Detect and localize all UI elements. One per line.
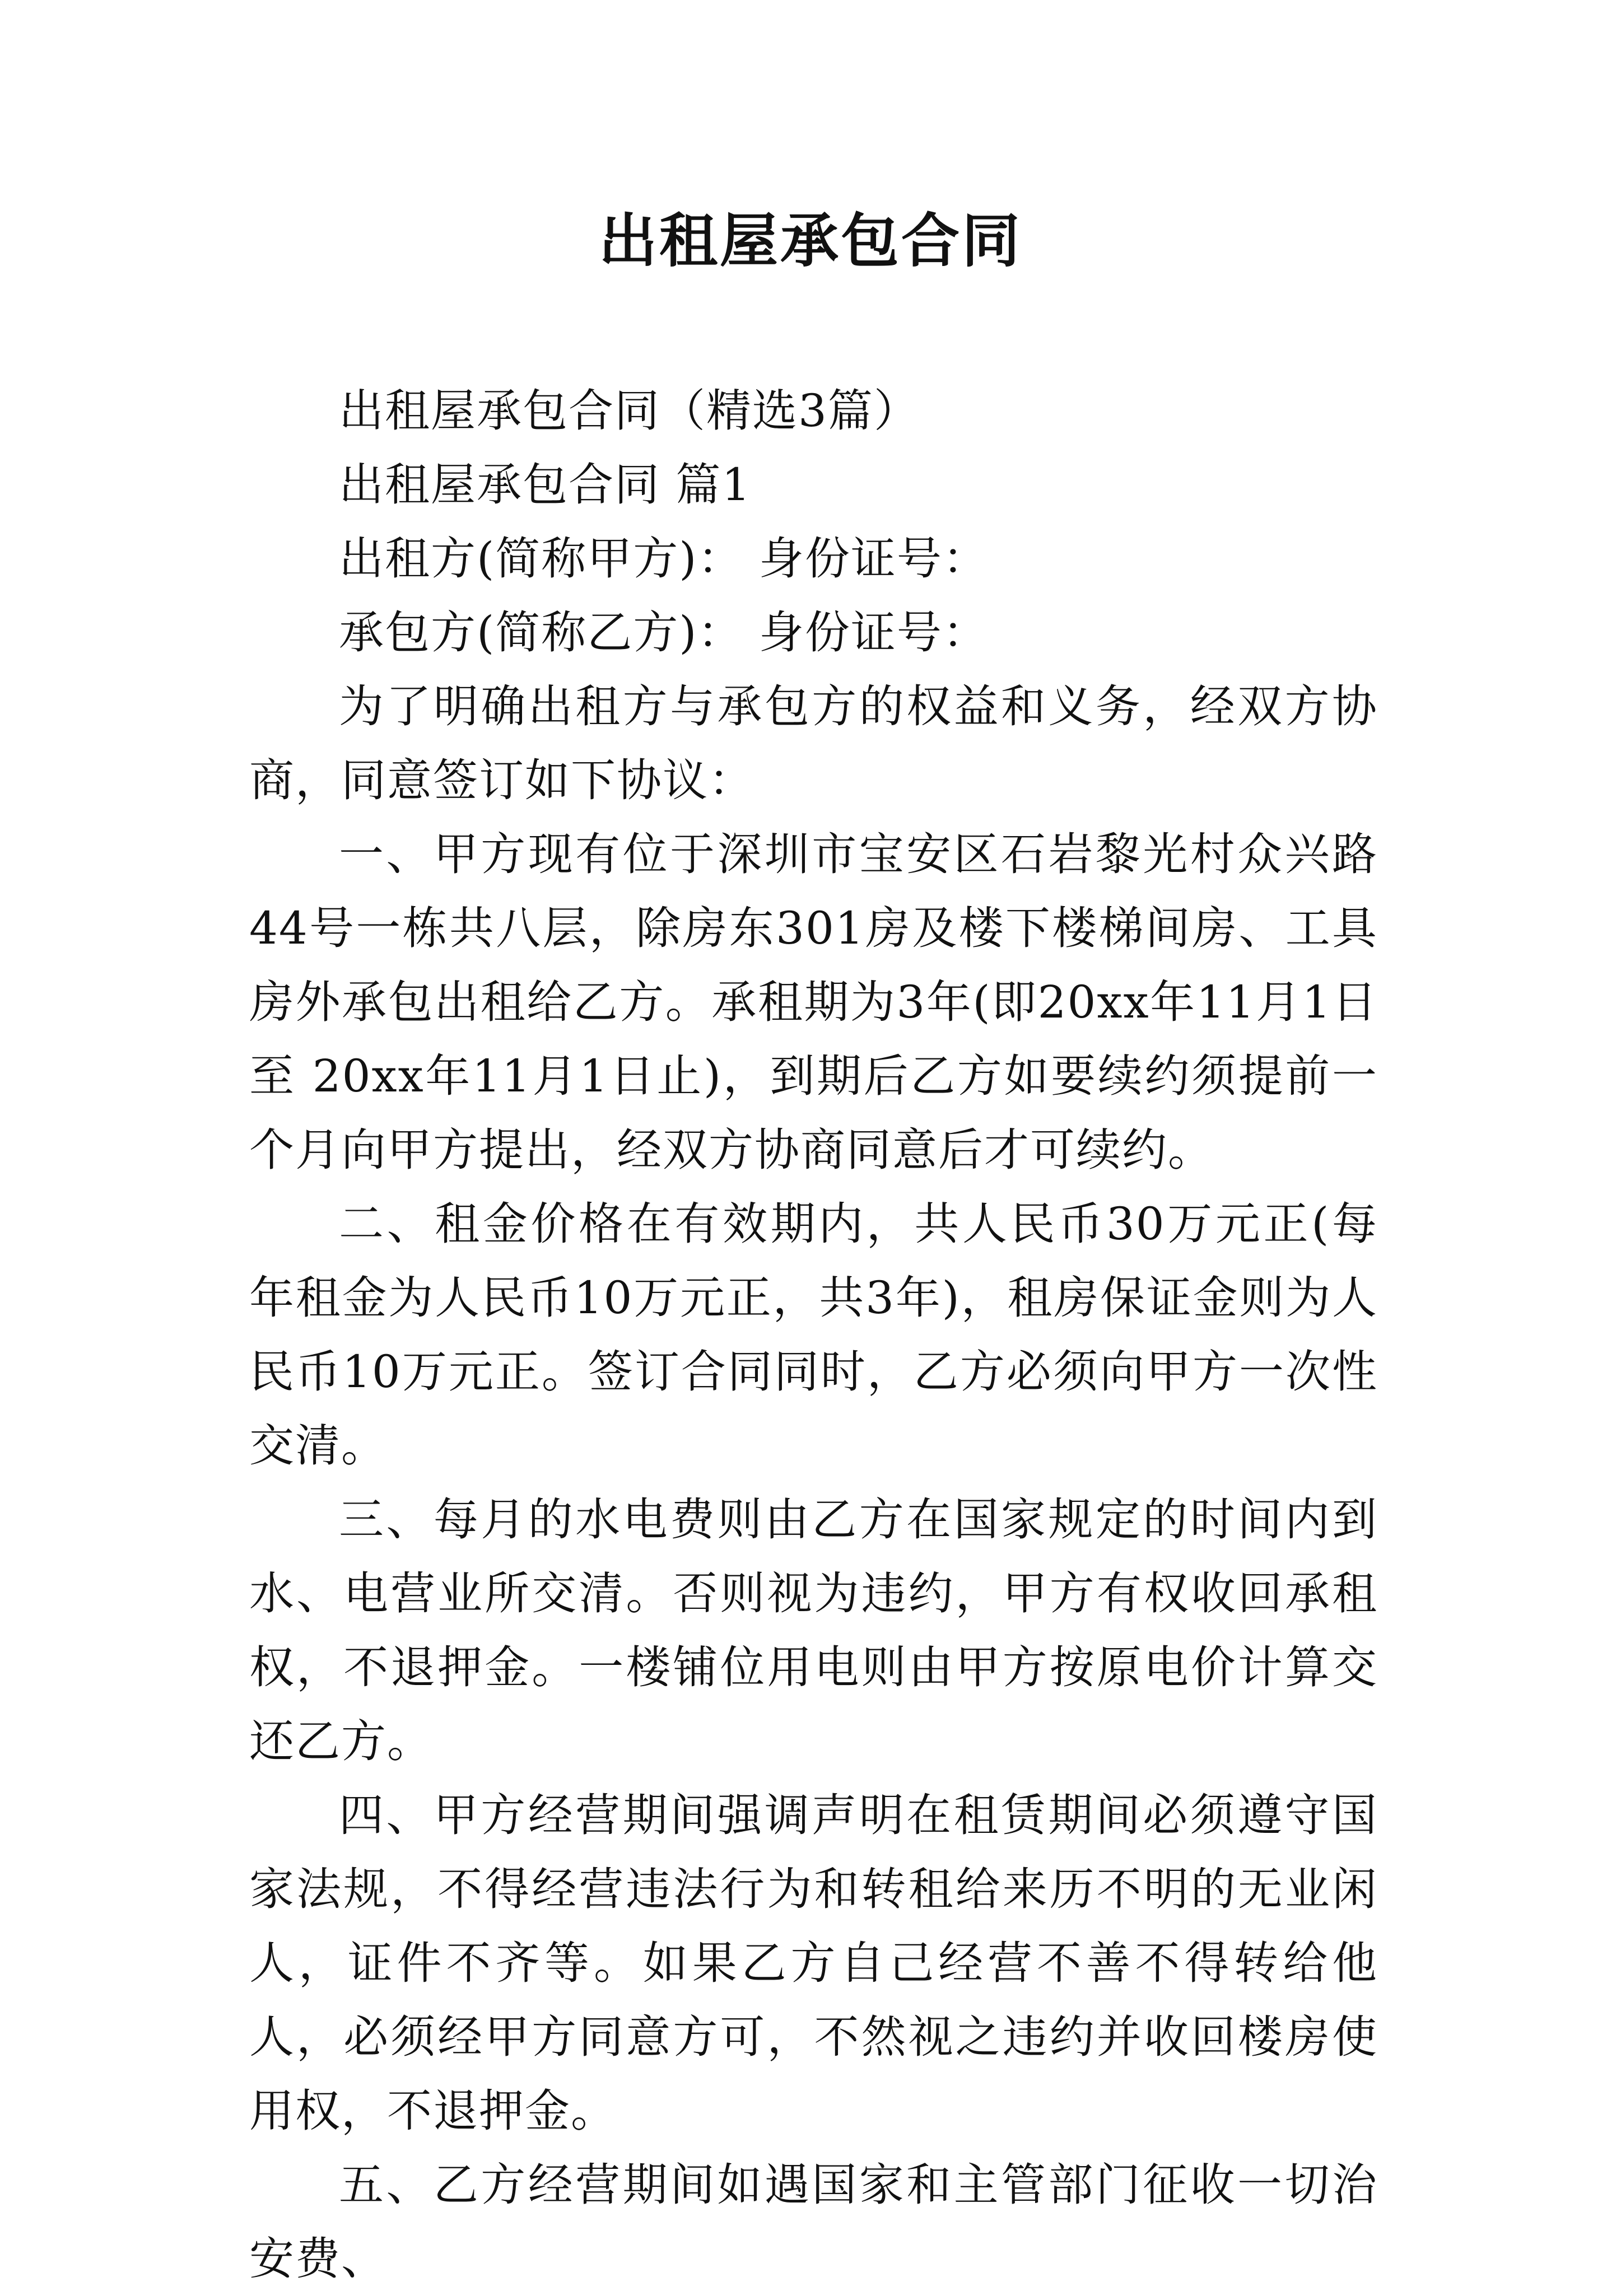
paragraph-clause-5: 五、乙方经营期间如遇国家和主管部门征收一切治安费、 <box>249 2159 1378 2285</box>
document-body <box>249 374 1378 2296</box>
paragraph-preamble: 为了明确出租方与承包方的权益和义务，经双方协商，同意签订如下协议： <box>249 680 1378 806</box>
paragraph-clause-4: 四、甲方经营期间强调声明在租赁期间必须遵守国家法规，不得经营违法行为和转租给来历不明的无业闲人，证件不齐等。如果乙方自己经营不善不得转给他人，必须经甲方同意方可，不然视之违约并收回楼房使用权，不退押金。 <box>249 1789 1378 2137</box>
paragraph-clause-3: 三、每月的水电费则由乙方在国家规定的时间内到水、电营业所交清。否则视为违约，甲方有权收回承租权，不退押金。一楼铺位用电则由甲方按原电价计算交还乙方。 <box>249 1494 1378 1767</box>
paragraph-clause-1: 一、甲方现有位于深圳市宝安区石岩黎光村众兴路44号一栋共八层，除房东301房及楼下楼梯间房、工具房外承包出租给乙方。承租期为3年(即20xx年11月1日至 20xx年11月1日止)，到期后乙方如要续约须提前一个月向甲方提出，经双方协商同意后才可续约。 <box>249 828 1378 1176</box>
paragraph-selection-heading: 出租屋承包合同（精选3篇） <box>339 385 920 437</box>
paragraph-lessor: 出租方(简称甲方)： 身份证号： <box>339 533 989 585</box>
paragraph-clause-2: 二、租金价格在有效期内，共人民币30万元正(每年租金为人民币10万元正，共3年)，租房保证金则为人民币10万元正。签订合同同时，乙方必须向甲方一次性交清。 <box>249 1198 1378 1472</box>
paragraph-section-heading: 出租屋承包合同 篇1 <box>339 459 752 511</box>
document-title: 出租屋承包合同 <box>598 206 1022 275</box>
paragraph-lessee: 承包方(简称乙方)： 身份证号： <box>339 606 989 659</box>
